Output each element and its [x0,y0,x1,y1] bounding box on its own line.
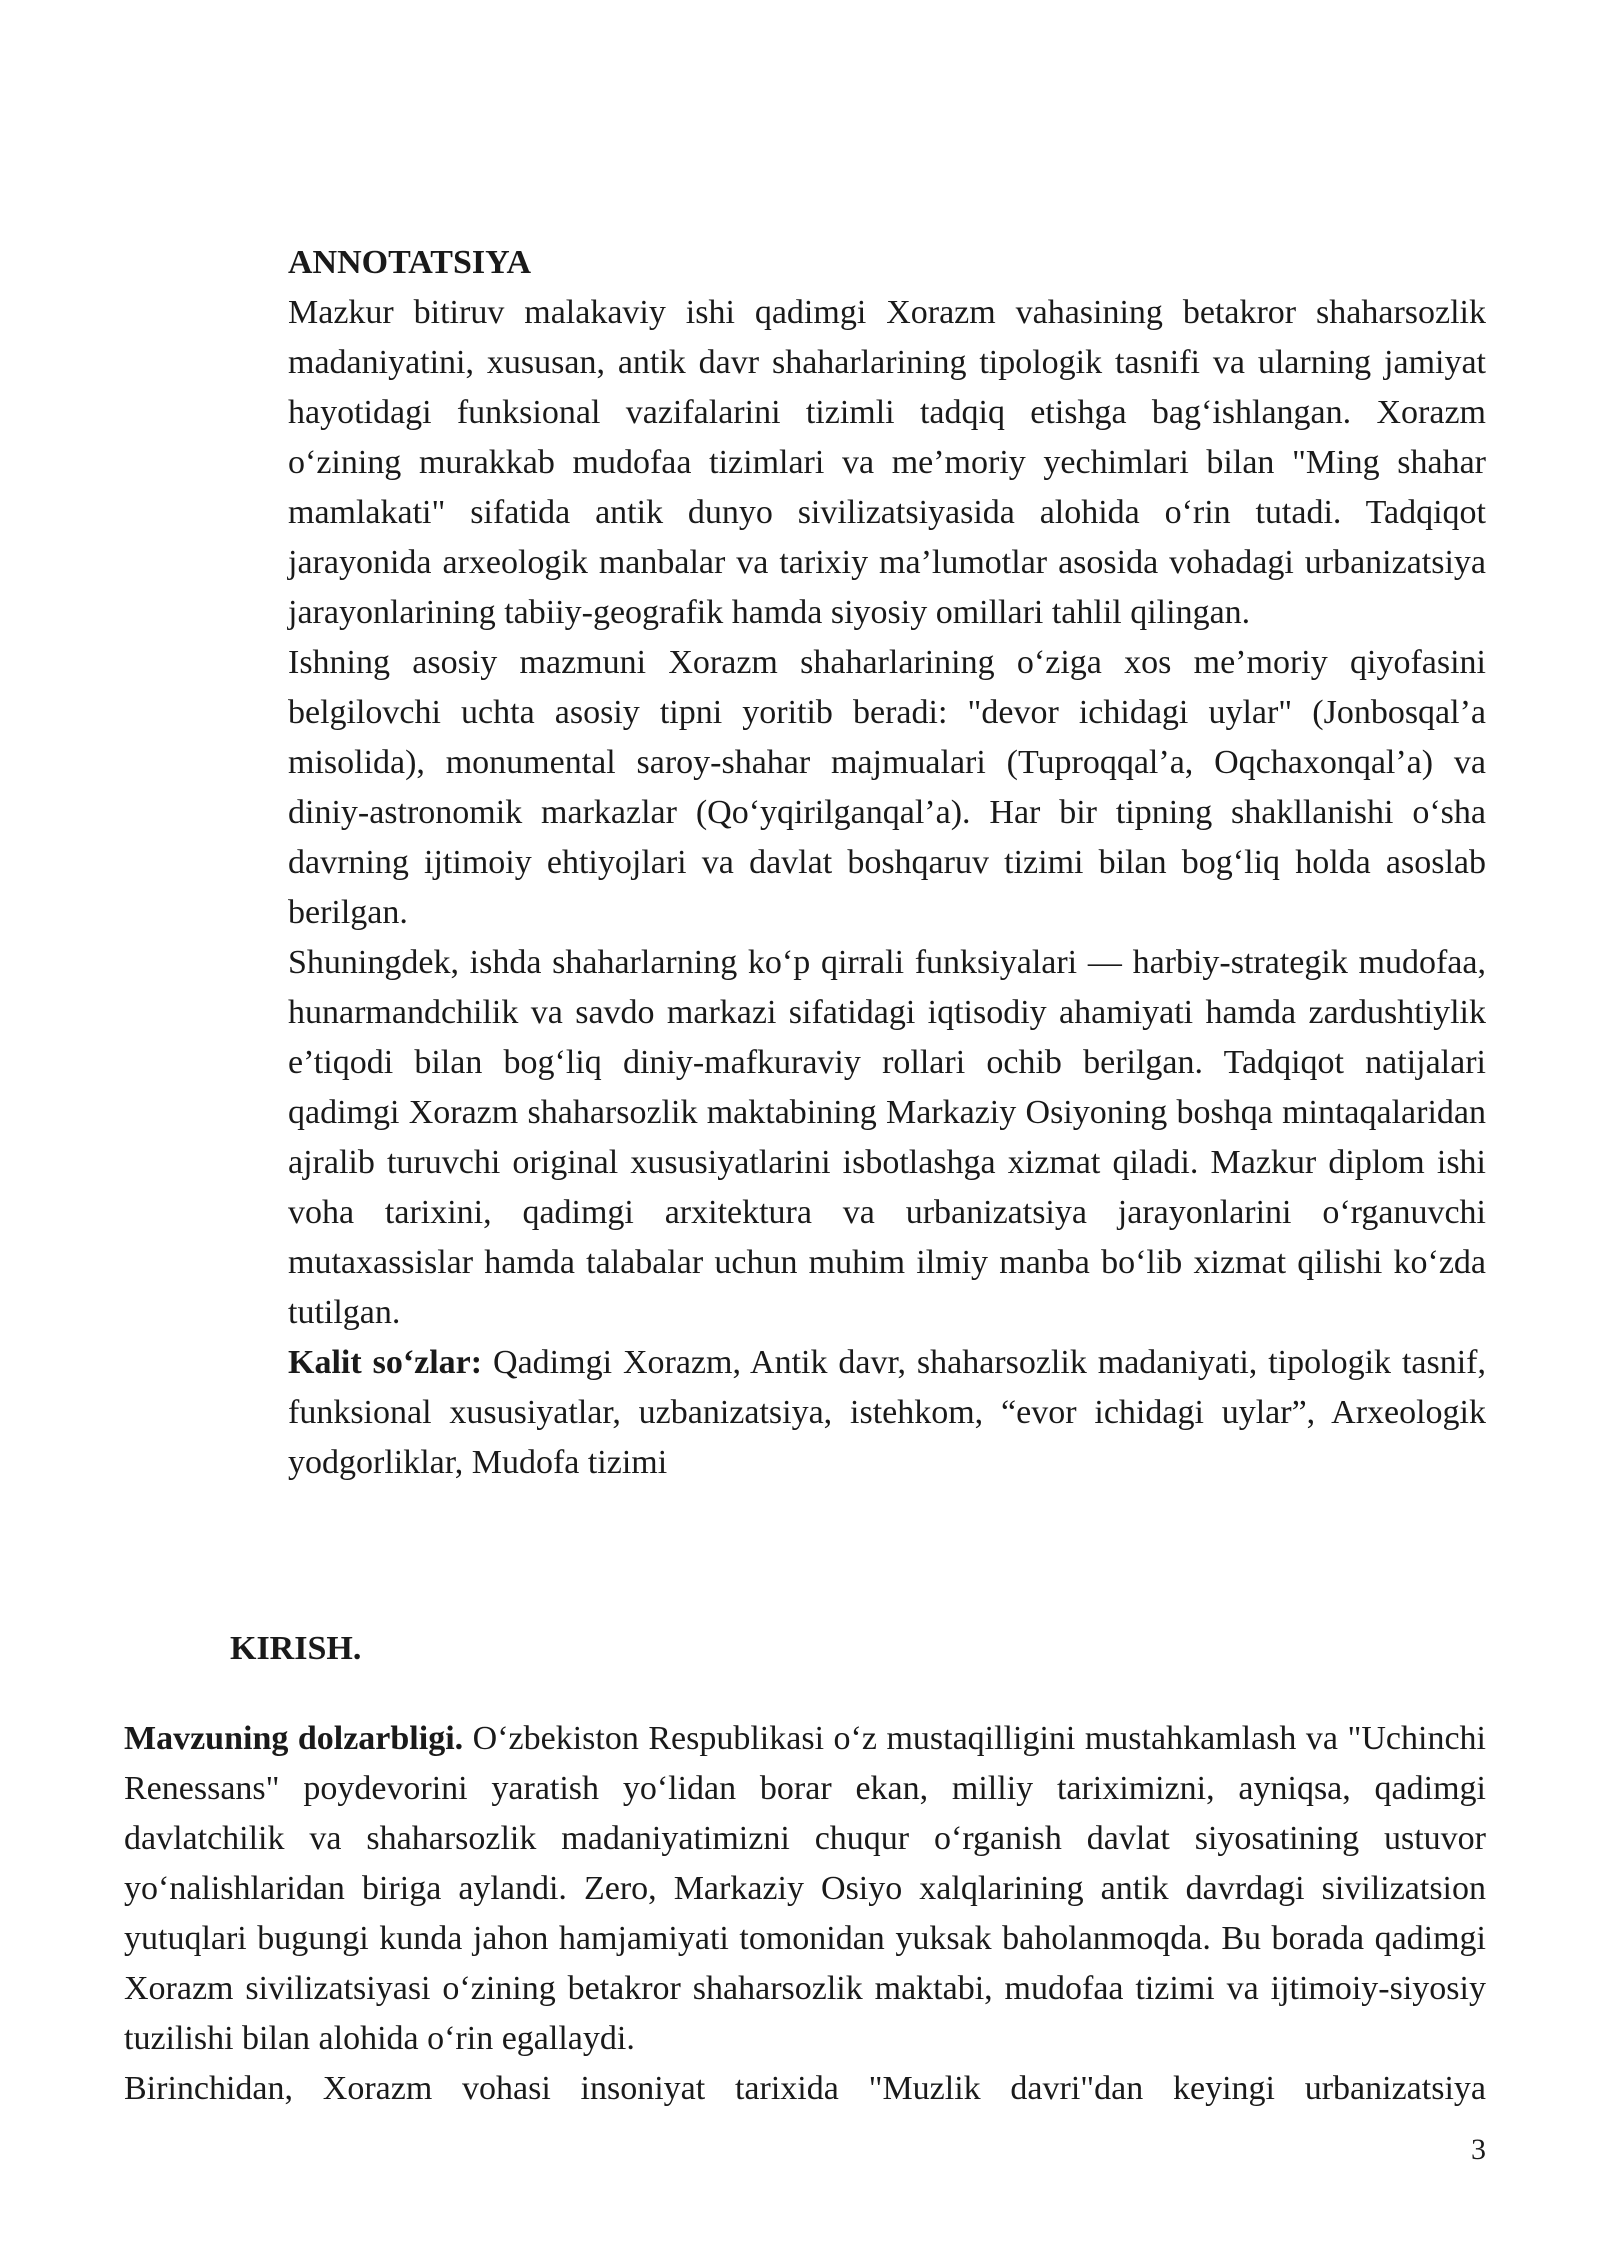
keywords-text: Qadimgi Xorazm, Antik davr, shaharsozlik madaniyati, tipologik tasnif, funksional xususiyatlar, uzbanizatsiya, istehkom, “evor ichidagi uylar”, Arxeologik yodgorliklar, Mudofa tizimi [288,1344,1486,1481]
keywords-label: Kalit so‘zlar: [288,1344,483,1381]
annotation-paragraph-2: Ishning asosiy mazmuni Xorazm shaharlarining o‘ziga xos me’moriy qiyofasini belgilovchi uchta asosiy tipni yoritib beradi: "devor ichidagi uylar" (Jonbosqal’a misolida), monumental saroy-shahar majmualari (Tuproqqal’a, Oqchaxonqal’a) va diniy-astronomik markazlar (Qo‘yqirilganqal’a). Har bir tipning shakllanishi o‘sha davrning ijtimoiy ehtiyojlari va davlat boshqaruv tizimi bilan bog‘liq holda asoslab berilgan. [288,644,1486,931]
continuation-paragraph: Birinchidan, Xorazm vohasi insoniyat tarixida "Muzlik davri"dan keyingi urbanizatsiya [124,2070,1486,2107]
relevance-label: Mavzuning dolzarbligi. [124,1720,464,1757]
annotation-paragraph-1: Mazkur bitiruv malakaviy ishi qadimgi Xorazm vahasining betakror shaharsozlik madaniyatini, xususan, antik davr shaharlarining tipologik tasnifi va ularning jamiyat hayotidagi funksional vazifalarini tizimli tadqiq etishga bag‘ishlangan. Xorazm o‘zining murakkab mudofaa tizimlari va me’moriy yechimlari bilan "Ming shahar mamlakati" sifatida antik dunyo sivilizatsiyasida alohida o‘rin tutadi. Tadqiqot jarayonida arxeologik manbalar va tarixiy ma’lumotlar asosida vohadagi urbanizatsiya jarayonlarining tabiiy-geografik hamda siyosiy omillari tahlil qilingan. [288,294,1486,631]
annotation-section [288,238,1486,1488]
introduction-section [124,1714,1486,2114]
annotation-paragraph-3: Shuningdek, ishda shaharlarning ko‘p qirrali funksiyalari — harbiy-strategik mudofaa, hunarmandchilik va savdo markazi sifatidagi iqtisodiy ahamiyati hamda zardushtiylik e’tiqodi bilan bog‘liq diniy-mafkuraviy rollari ochib berilgan. Tadqiqot natijalari qadimgi Xorazm shaharsozlik maktabining Markaziy Osiyoning boshqa mintaqalaridan ajralib turuvchi original xususiyatlarini isbotlashga xizmat qiladi. Mazkur diplom ishi voha tarixini, qadimgi arxitektura va urbanizatsiya jarayonlarini o‘rganuvchi mutaxassislar hamda talabalar uchun muhim ilmiy manba bo‘lib xizmat qilishi ko‘zda tutilgan. [288,944,1486,1331]
page-number: 3 [1471,2133,1486,2166]
relevance-paragraph [124,1714,1486,2064]
relevance-text: O‘zbekiston Respublikasi o‘z mustaqilligini mustahkamlash va "Uchinchi Renessans" poydevorini yaratish yo‘lidan borar ekan, milliy tariximizni, ayniqsa, qadimgi davlatchilik va shaharsozlik madaniyatimizni chuqur o‘rganish davlat siyosatining ustuvor yo‘nalishlaridan biriga aylandi. Zero, Markaziy Osiyo xalqlarining antik davrdagi sivilizatsion yutuqlari bugungi kunda jahon hamjamiyati tomonidan yuksak baholanmoqda. Bu borada qadimgi Xorazm sivilizatsiyasi o‘zining betakror shaharsozlik maktabi, mudofaa tizimi va ijtimoiy-siyosiy tuzilishi bilan alohida o‘rin egallaydi. [124,1720,1486,2057]
introduction-heading: KIRISH. [230,1630,362,1667]
annotation-heading: ANNOTATSIYA [288,244,532,281]
keywords-paragraph [288,1338,1486,1488]
